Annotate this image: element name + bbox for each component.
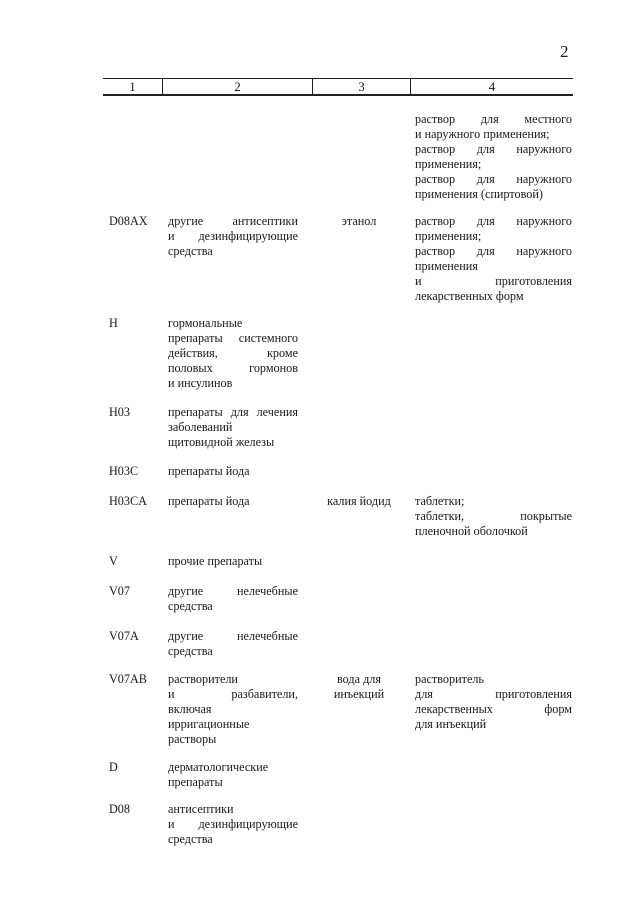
form-line: раствор для наружного — [415, 142, 572, 156]
substance — [315, 214, 403, 229]
name-line: половых гормонов — [168, 361, 298, 375]
atc-code: H03 — [109, 405, 130, 419]
form-line: растворитель — [415, 672, 484, 686]
form-line: применения — [415, 259, 478, 273]
form-line: таблетки; — [415, 494, 465, 508]
group-name — [168, 214, 298, 259]
group-name — [168, 405, 298, 450]
table-header — [103, 78, 573, 96]
name-line: другие нелечебные — [168, 629, 298, 643]
name-line: антисептики — [168, 802, 234, 816]
dosage-forms — [415, 672, 572, 732]
group-name — [168, 672, 298, 747]
form-line: и наружного применения; — [415, 127, 550, 141]
form-line: и приготовления — [415, 274, 572, 288]
atc-code: V07 — [109, 584, 130, 598]
name-line: растворители — [168, 672, 238, 686]
header-col-2: 2 — [162, 79, 312, 94]
name-line: прочие препараты — [168, 554, 263, 568]
atc-code: D08 — [109, 802, 130, 816]
group-name — [168, 494, 298, 509]
page-number: 2 — [560, 42, 569, 61]
name-line: препараты йода — [168, 464, 250, 478]
form-line: применения (спиртовой) — [415, 187, 543, 201]
name-line: заболеваний — [168, 420, 233, 434]
group-name — [168, 584, 298, 614]
substance-line: этанол — [341, 214, 377, 228]
group-name — [168, 802, 298, 847]
form-line: раствор для местного — [415, 112, 572, 126]
header-col-4: 4 — [410, 79, 573, 94]
name-line: ирригационные — [168, 717, 250, 731]
form-line: таблетки, покрытые — [415, 509, 572, 523]
name-line: средства — [168, 832, 213, 846]
group-name — [168, 554, 298, 569]
substance-line: инъекций — [333, 687, 385, 701]
header-col-3: 3 — [312, 79, 410, 94]
dosage-forms — [415, 112, 572, 202]
group-name — [168, 629, 298, 659]
form-line: применения; — [415, 157, 482, 171]
header-col-1: 1 — [129, 79, 136, 94]
dosage-forms — [415, 214, 572, 304]
group-name — [168, 760, 298, 790]
name-line: щитовидной железы — [168, 435, 275, 449]
form-line: применения; — [415, 229, 482, 243]
form-line: лекарственных форм — [415, 289, 524, 303]
substance-line: калия йодид — [327, 494, 391, 508]
atc-code: V07A — [109, 629, 139, 643]
group-name — [168, 316, 298, 391]
form-line: пленочной оболочкой — [415, 524, 528, 538]
atc-code: D — [109, 760, 118, 774]
name-line: другие нелечебные — [168, 584, 298, 598]
substance — [315, 494, 403, 509]
name-line: другие антисептики — [168, 214, 298, 228]
atc-code: H03CA — [109, 494, 147, 508]
form-line: раствор для наружного — [415, 214, 572, 228]
name-line: препараты для лечения — [168, 405, 298, 419]
name-line: препараты системного — [168, 331, 298, 345]
name-line: препараты йода — [168, 494, 250, 508]
name-line: средства — [168, 244, 213, 258]
substance-line: вода для — [337, 672, 381, 686]
form-line: лекарственных форм — [415, 702, 572, 716]
name-line: действия, кроме — [168, 346, 298, 360]
dosage-forms — [415, 494, 572, 539]
name-line: и разбавители, — [168, 687, 298, 701]
name-line: и дезинфицирующие — [168, 229, 298, 243]
atc-code: D08AX — [109, 214, 148, 228]
name-line: и инсулинов — [168, 376, 233, 390]
name-line: и дезинфицирующие — [168, 817, 298, 831]
name-line: средства — [168, 644, 213, 658]
form-line: для инъекций — [415, 717, 487, 731]
form-line: раствор для наружного — [415, 244, 572, 258]
atc-code: H03C — [109, 464, 139, 478]
name-line: включая — [168, 702, 212, 716]
substance — [315, 672, 403, 702]
form-line: раствор для наружного — [415, 172, 572, 186]
atc-code: V — [109, 554, 118, 568]
name-line: гормональные — [168, 316, 243, 330]
group-name — [168, 464, 298, 479]
name-line: растворы — [168, 732, 217, 746]
atc-code: V07AB — [109, 672, 147, 686]
form-line: для приготовления — [415, 687, 572, 701]
name-line: препараты — [168, 775, 223, 789]
name-line: средства — [168, 599, 213, 613]
atc-code: H — [109, 316, 118, 330]
name-line: дерматологические — [168, 760, 269, 774]
